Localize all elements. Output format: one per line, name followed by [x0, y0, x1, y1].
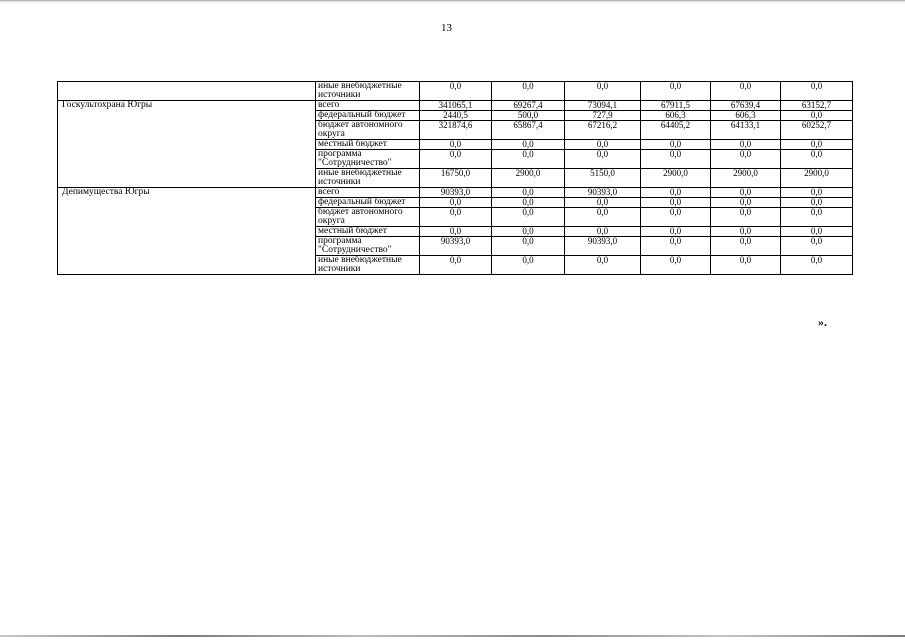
value-cell: 63152,7: [781, 101, 853, 111]
funding-source-cell: местный бюджет: [316, 140, 420, 150]
value-cell: 0,0: [492, 237, 565, 256]
value-cell: 60252,7: [781, 121, 853, 140]
funding-source-cell: федеральный бюджет: [316, 198, 420, 208]
budget-table: [57, 81, 853, 275]
funding-source-cell: всего: [316, 101, 420, 111]
value-cell: 73094,1: [565, 101, 641, 111]
value-cell: 0,0: [781, 188, 853, 198]
value-cell: 606,3: [641, 111, 711, 121]
value-cell: 0,0: [565, 256, 641, 275]
value-cell: 0,0: [492, 150, 565, 169]
value-cell: 90393,0: [420, 237, 492, 256]
value-cell: 0,0: [565, 82, 641, 101]
value-cell: 90393,0: [420, 188, 492, 198]
funding-source-cell: местный бюджет: [316, 227, 420, 237]
value-cell: 0,0: [641, 140, 711, 150]
funding-source-cell: программа "Сотрудничество": [316, 150, 420, 169]
value-cell: 321874,6: [420, 121, 492, 140]
value-cell: 0,0: [492, 227, 565, 237]
value-cell: 0,0: [781, 150, 853, 169]
table-row: [58, 101, 853, 111]
value-cell: 0,0: [565, 227, 641, 237]
value-cell: 0,0: [711, 256, 781, 275]
value-cell: 0,0: [711, 188, 781, 198]
value-cell: 69267,4: [492, 101, 565, 111]
value-cell: 2900,0: [711, 169, 781, 188]
scan-edge-top: [0, 0, 905, 3]
value-cell: 0,0: [565, 140, 641, 150]
value-cell: 2900,0: [641, 169, 711, 188]
value-cell: 0,0: [781, 208, 853, 227]
value-cell: 0,0: [565, 198, 641, 208]
value-cell: 0,0: [641, 256, 711, 275]
value-cell: 0,0: [781, 140, 853, 150]
value-cell: 0,0: [641, 208, 711, 227]
value-cell: 65867,4: [492, 121, 565, 140]
value-cell: 500,0: [492, 111, 565, 121]
value-cell: 5150,0: [565, 169, 641, 188]
value-cell: 0,0: [420, 208, 492, 227]
value-cell: 0,0: [420, 150, 492, 169]
funding-source-cell: иные внебюджетные источники: [316, 82, 420, 101]
value-cell: 0,0: [781, 256, 853, 275]
value-cell: 2440,5: [420, 111, 492, 121]
funding-source-cell: иные внебюджетные источники: [316, 169, 420, 188]
value-cell: 0,0: [781, 227, 853, 237]
value-cell: 64133,1: [711, 121, 781, 140]
value-cell: 0,0: [641, 188, 711, 198]
funding-source-cell: бюджет автономного округа: [316, 121, 420, 140]
value-cell: 0,0: [781, 111, 853, 121]
org-name-cell: Депимущества Югры: [58, 188, 316, 275]
value-cell: 0,0: [711, 237, 781, 256]
budget-table-body: [58, 82, 853, 275]
value-cell: 0,0: [420, 256, 492, 275]
funding-source-cell: иные внебюджетные источники: [316, 256, 420, 275]
scan-edge-bottom: [0, 635, 905, 637]
value-cell: 0,0: [641, 82, 711, 101]
value-cell: 0,0: [641, 198, 711, 208]
value-cell: 64405,2: [641, 121, 711, 140]
org-name-cell: [58, 82, 316, 101]
value-cell: 0,0: [711, 82, 781, 101]
value-cell: 0,0: [565, 208, 641, 227]
funding-source-cell: программа "Сотрудничество": [316, 237, 420, 256]
value-cell: 0,0: [781, 82, 853, 101]
value-cell: 90393,0: [565, 237, 641, 256]
value-cell: 727,9: [565, 111, 641, 121]
value-cell: 0,0: [781, 237, 853, 256]
value-cell: 0,0: [711, 150, 781, 169]
value-cell: 0,0: [420, 227, 492, 237]
value-cell: 67911,5: [641, 101, 711, 111]
value-cell: 0,0: [492, 82, 565, 101]
value-cell: 0,0: [641, 150, 711, 169]
value-cell: 0,0: [641, 227, 711, 237]
value-cell: 2900,0: [781, 169, 853, 188]
value-cell: 341065,1: [420, 101, 492, 111]
value-cell: 0,0: [420, 140, 492, 150]
value-cell: 0,0: [492, 208, 565, 227]
value-cell: 0,0: [492, 140, 565, 150]
value-cell: 90393,0: [565, 188, 641, 198]
value-cell: 0,0: [641, 237, 711, 256]
value-cell: 67639,4: [711, 101, 781, 111]
funding-source-cell: федеральный бюджет: [316, 111, 420, 121]
org-name-cell: Госкультохрана Югры: [58, 101, 316, 188]
value-cell: 16750,0: [420, 169, 492, 188]
value-cell: 0,0: [711, 198, 781, 208]
value-cell: 0,0: [781, 198, 853, 208]
table-row: [58, 188, 853, 198]
value-cell: 0,0: [711, 227, 781, 237]
closing-quote: ».: [818, 315, 827, 329]
value-cell: 0,0: [420, 198, 492, 208]
value-cell: 2900,0: [492, 169, 565, 188]
value-cell: 0,0: [492, 188, 565, 198]
funding-source-cell: всего: [316, 188, 420, 198]
value-cell: 0,0: [711, 208, 781, 227]
value-cell: 0,0: [565, 150, 641, 169]
table-row: [58, 82, 853, 101]
value-cell: 0,0: [492, 198, 565, 208]
value-cell: 606,3: [711, 111, 781, 121]
value-cell: 0,0: [711, 140, 781, 150]
value-cell: 67216,2: [565, 121, 641, 140]
value-cell: 0,0: [420, 82, 492, 101]
value-cell: 0,0: [492, 256, 565, 275]
funding-source-cell: бюджет автономного округа: [316, 208, 420, 227]
page-number: 13: [441, 22, 452, 34]
